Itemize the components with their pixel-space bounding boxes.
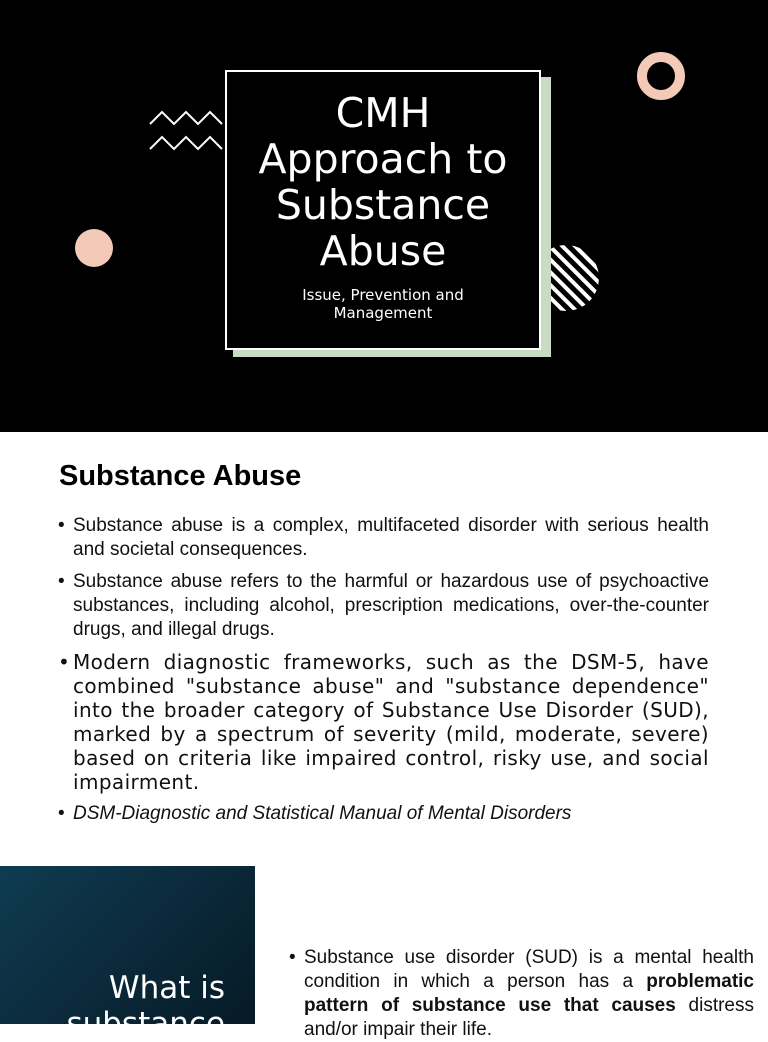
slide-heading: Substance Abuse: [59, 460, 302, 492]
bullet-item: [58, 514, 709, 562]
title-line: Substance: [275, 181, 491, 229]
title-box: [225, 70, 541, 350]
substance-abuse-slide: [0, 432, 768, 866]
bullet-icon: •: [58, 803, 65, 824]
slide-subtitle: Issue, Prevention and Management: [302, 286, 464, 322]
bullet-item: [58, 570, 709, 642]
bullet-text: DSM-Diagnostic and Statistical Manual of Mental Disorders: [73, 803, 572, 824]
bullet-item: [58, 650, 709, 794]
zigzag-decoration: [148, 104, 228, 154]
bullet-text-bold: problematic pattern of substance use that causes: [304, 971, 754, 1016]
bullet-text-part: distress and/or impair their life.: [304, 995, 754, 1040]
dot-decoration: [74, 228, 114, 268]
title-line: CMH: [335, 89, 431, 137]
slide-heading: What is substance: [66, 970, 225, 1042]
bullet-icon: •: [289, 947, 296, 968]
bullet-list: [58, 514, 709, 834]
ring-decoration: [636, 51, 686, 101]
bullet-text: Substance abuse refers to the harmful or hazardous use of psychoactive substances, including alcohol, prescription medications, over-the-counter drugs, and illegal drugs.: [73, 571, 709, 640]
slide-title: [227, 90, 539, 274]
bullet-icon: •: [58, 571, 65, 592]
bullet-icon: •: [58, 515, 65, 536]
title-slide: [0, 0, 768, 432]
bullet-text-part: Substance use disorder (SUD) is a mental health condition in which a person has a: [304, 947, 754, 992]
bullet-item: [289, 946, 754, 1042]
bullet-text: Modern diagnostic frameworks, such as the DSM-5, have combined "substance abuse" and "substance dependence" into the broader category of Substance Use Disorder (SUD), marked by a spectrum of severity (mild, moderate, severe) based on criteria like impaired control, risky use, and social impairment.: [73, 650, 709, 794]
title-line: Abuse: [319, 227, 447, 275]
bullet-item: [58, 802, 709, 826]
title-panel: [0, 866, 255, 1042]
bullet-icon: •: [58, 650, 71, 674]
what-is-slide: [0, 866, 768, 1042]
bullet-text: Substance abuse is a complex, multifaceted disorder with serious health and societal consequences.: [73, 515, 709, 560]
title-line: Approach to: [258, 135, 508, 183]
